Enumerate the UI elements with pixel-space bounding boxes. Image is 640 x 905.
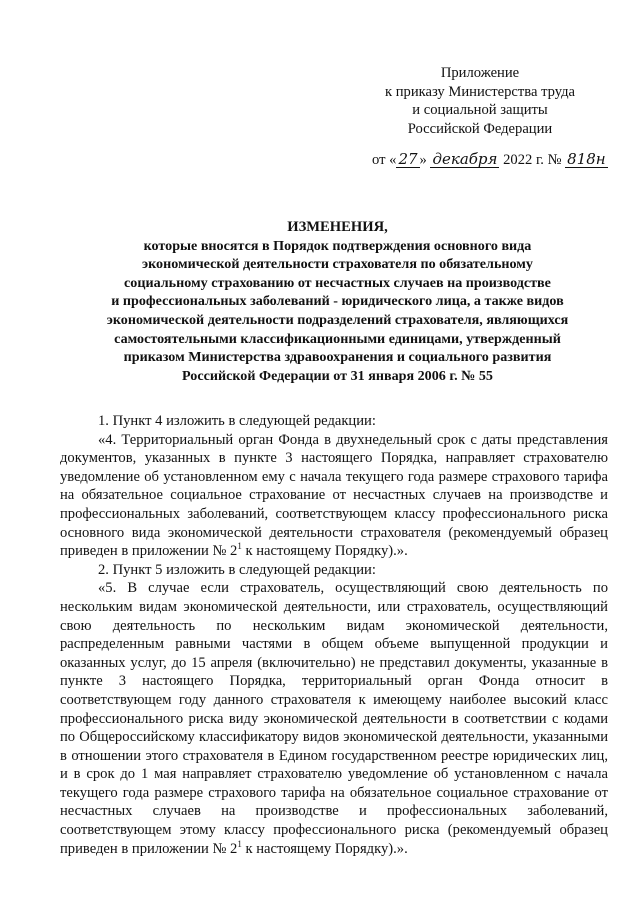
paragraph-text: «4. Территориальный орган Фонда в двухнедельный срок с даты представления документов, указанных в пункте 3 настоящего Порядка, направляет страхователю уведомление об установленном ему с начала текущего года размере страхового тарифа на обязательное социальное страхование от несчастных случаев на производстве и профессиональных заболеваний, соответствующем классу профессионального риска основного вида экономической деятельности страхователя (рекомендуемый образец приведен в приложении № 2 [60,431,608,560]
document-body [60,412,608,858]
title-line: самостоятельными классификационными единицами, утвержденный [114,330,561,347]
paragraph-text: «5. В случае если страхователь, осуществляющий свою деятельность по нескольким видам экономической деятельности, или страхователь, осуществляющий свою деятельность по нескольким видам экономической деятельности, распределенным равными частями в общем объеме выпущенной продукции и оказанных услуг, до 15 апреля (включительно) не представил документы, указанные в пункте 3 настоящего Порядка, территориальный орган Фонда относит в соответствующем году данного страхователя к имеющему наиболее высокий класс профессионального риска виду экономической деятельности в соответствии с кодами по Общероссийскому классификатору видов экономической деятельности, указанными в отношении этого страхователя в Едином государственном реестре юридических лиц, и в срок до 1 мая направляет страхователю уведомление об установленном с начала текущего года размере страхового тарифа на обязательное социальное страхование от несчастных случаев на производстве и профессиональных заболеваний, соответствующем этому классу профессионального риска (рекомендуемый образец приведен в приложении № 2 [60,580,608,857]
appendix-header [355,64,605,138]
order-date-number [372,150,608,170]
title-line: социальному страхованию от несчастных случаев на производстве [124,274,551,291]
title-heading: ИЗМЕНЕНИЯ, [287,219,388,235]
superscript: 1 [237,838,242,849]
order-year: 2022 г. № [499,152,566,168]
order-month-handwritten: декабря [432,150,498,168]
paragraph-item-1: 1. Пункт 4 изложить в следующей редакции: [98,413,376,429]
title-line: приказом Министерства здравоохранения и социального развития [123,349,552,366]
order-number-handwritten: 818н [567,150,606,168]
order-prefix: от « [372,152,397,168]
title-line: экономической деятельности страхователя по обязательному [142,256,533,273]
document-title [60,218,615,385]
paragraph-item-1-text [60,431,608,561]
appendix-line-2: к приказу Министерства труда [384,83,576,100]
paragraph-tail: к настоящему Порядку).». [241,543,408,560]
paragraph-item-2-text [60,579,608,858]
appendix-line-4: Российской Федерации [407,120,553,137]
order-mid: » [419,152,431,168]
appendix-line-3: и социальной защиты [412,102,548,118]
title-line: Российской Федерации от 31 января 2006 г. № 55 [182,367,493,384]
order-day-handwritten: 27 [398,150,418,168]
paragraph-item-2: 2. Пункт 5 изложить в следующей редакции: [98,561,376,578]
title-line: которые вносятся в Порядок подтверждения основного вида [143,237,532,254]
paragraph-tail: к настоящему Порядку).». [241,840,408,857]
superscript: 1 [237,541,242,552]
appendix-line-1: Приложение [440,65,520,81]
title-line: экономической деятельности подразделений страхователя, являющихся [106,311,569,328]
title-line: и профессиональных заболеваний - юридического лица, а также видов [111,293,564,310]
